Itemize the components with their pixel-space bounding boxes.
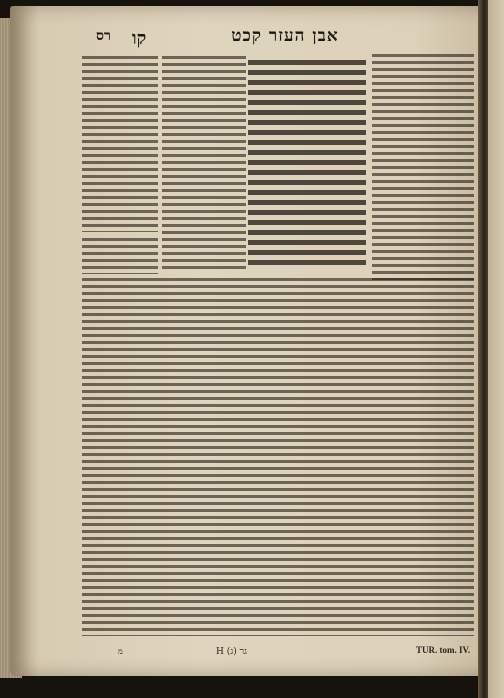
page-number: קו — [132, 28, 147, 49]
running-title: אבן העזר קכט — [231, 26, 339, 46]
footer-signature: H (ג) גר — [216, 647, 247, 657]
commentary-column-2 — [162, 56, 246, 272]
margin-notes — [82, 238, 158, 274]
side-commentary-column — [82, 56, 158, 232]
main-text-column — [248, 60, 366, 266]
page-number-prefix: רס — [96, 28, 111, 44]
right-commentary-column — [372, 54, 474, 280]
lower-commentary-block — [82, 278, 474, 636]
book-gutter — [478, 0, 488, 698]
right-page-sliver — [488, 0, 504, 698]
footer-left-mark: מ — [118, 647, 123, 656]
footer-volume-label: TUR. tom. IV. — [416, 645, 471, 655]
